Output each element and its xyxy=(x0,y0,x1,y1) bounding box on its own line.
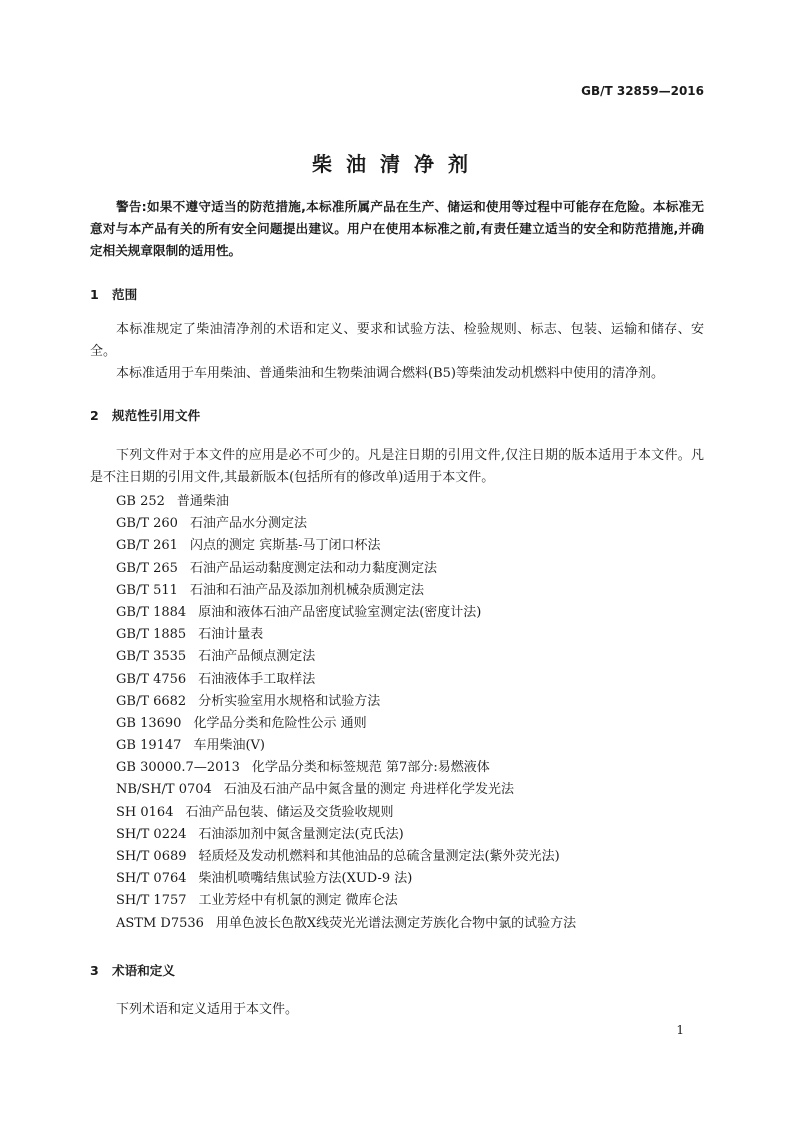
reference-title: 车用柴油(Ⅴ) xyxy=(193,738,265,754)
reference-item xyxy=(116,802,576,824)
reference-code: GB/T 511 xyxy=(116,582,178,598)
reference-code: GB/T 4756 xyxy=(116,671,187,687)
reference-title: 石油产品运动黏度测定法和动力黏度测定法 xyxy=(189,560,437,576)
reference-code: GB/T 261 xyxy=(116,538,178,554)
reference-item xyxy=(116,713,576,735)
reference-code: GB 19147 xyxy=(116,738,182,754)
reference-code: GB/T 6682 xyxy=(116,693,187,709)
section-title: 规范性引用文件 xyxy=(112,408,201,423)
section-title: 范围 xyxy=(112,287,138,302)
reference-code: GB 30000.7—2013 xyxy=(116,760,240,776)
reference-item xyxy=(116,580,576,602)
reference-code: SH/T 1757 xyxy=(116,893,187,909)
reference-item xyxy=(116,846,576,868)
reference-item xyxy=(116,669,576,691)
reference-code: SH/T 0764 xyxy=(116,871,187,887)
reference-code: SH/T 0224 xyxy=(116,826,187,842)
reference-code: GB 252 xyxy=(116,494,165,509)
warning-text: 警告:如果不遵守适当的防范措施,本标准所属产品在生产、储运和使用等过程中可能存在危险。本标准无意对与本产品有关的所有安全问题提出建议。用户在使用本标准之前,有责任建立适当的安全和防范措施,并确定相关规章限制的适用性。 xyxy=(90,199,704,258)
terms-paragraph: 下列术语和定义适用于本文件。 xyxy=(116,1002,299,1017)
reference-title: 原油和液体石油产品密度试验室测定法(密度计法) xyxy=(198,604,482,620)
reference-title: 石油及石油产品中氮含量的测定 舟进样化学发光法 xyxy=(223,782,514,798)
reference-item xyxy=(116,890,576,912)
section-heading-terms xyxy=(90,960,175,979)
reference-title: 工业芳烃中有机氯的测定 微库仑法 xyxy=(198,893,398,909)
reference-title: 石油液体手工取样法 xyxy=(198,671,316,687)
reference-title: 轻质烃及发动机燃料和其他油品的总硫含量测定法(紫外荧光法) xyxy=(198,849,560,864)
document-title: 柴油清净剂 xyxy=(312,152,482,176)
reference-title: 石油产品包装、储运及交货验收规则 xyxy=(185,804,394,820)
reference-title: 石油计量表 xyxy=(198,627,264,643)
reference-title: 普通柴油 xyxy=(176,494,229,509)
reference-title: 石油添加剂中氮含量测定法(克氏法) xyxy=(198,826,404,842)
reference-code: SH 0164 xyxy=(116,804,174,820)
section-number: 3 xyxy=(90,963,99,978)
reference-code: GB/T 265 xyxy=(116,560,178,576)
reference-item xyxy=(116,779,576,801)
scope-paragraph: 本标准适用于车用柴油、普通柴油和生物柴油调合燃料(B5)等柴油发动机燃料中使用的清净剂。 xyxy=(116,366,664,381)
reference-title: 分析实验室用水规格和试验方法 xyxy=(198,693,381,709)
reference-item xyxy=(116,646,576,668)
reference-code: GB/T 1885 xyxy=(116,627,187,643)
reference-item xyxy=(116,624,576,646)
reference-title: 闪点的测定 宾斯基-马丁闭口杯法 xyxy=(189,538,381,554)
reference-item xyxy=(116,535,576,557)
reference-title: 石油产品水分测定法 xyxy=(189,516,307,532)
reference-code: ASTM D7536 xyxy=(116,915,204,931)
reference-item xyxy=(116,735,576,757)
reference-title: 化学品分类和标签规范 第7部分:易燃液体 xyxy=(251,760,490,776)
reference-title: 石油和石油产品及添加剂机械杂质测定法 xyxy=(189,582,424,598)
reference-code: GB 13690 xyxy=(116,715,182,731)
reference-code: GB/T 3535 xyxy=(116,649,187,665)
section-heading-scope xyxy=(90,284,137,303)
references-intro-paragraph: 下列文件对于本文件的应用是必不可少的。凡是注日期的引用文件,仅注日期的版本适用于本文件。凡是不注日期的引用文件,其最新版本(包括所有的修改单)适用于本文件。 xyxy=(90,448,704,485)
reference-item xyxy=(116,824,576,846)
reference-title: 柴油机喷嘴结焦试验方法(XUD-9 法) xyxy=(198,871,413,887)
reference-item xyxy=(116,558,576,580)
reference-item xyxy=(116,491,576,513)
section-number: 1 xyxy=(90,287,99,302)
reference-code: NB/SH/T 0704 xyxy=(116,782,212,798)
reference-code: GB/T 1884 xyxy=(116,604,187,620)
reference-item xyxy=(116,868,576,890)
reference-title: 用单色波长色散X线荧光光谱法测定芳族化合物中氯的试验方法 xyxy=(215,915,577,931)
reference-title: 化学品分类和危险性公示 通则 xyxy=(193,715,367,731)
reference-title: 石油产品倾点测定法 xyxy=(198,649,316,665)
reference-item xyxy=(116,913,576,935)
reference-item xyxy=(116,513,576,535)
reference-list xyxy=(116,491,576,935)
section-number: 2 xyxy=(90,408,99,423)
standard-code: GB/T 32859—2016 xyxy=(581,84,704,98)
reference-item xyxy=(116,691,576,713)
section-title: 术语和定义 xyxy=(112,963,175,978)
reference-item xyxy=(116,757,576,779)
section-heading-normative-references xyxy=(90,405,200,424)
scope-paragraph: 本标准规定了柴油清净剂的术语和定义、要求和试验方法、检验规则、标志、包装、运输和储存、安全。 xyxy=(90,322,704,359)
reference-code: SH/T 0689 xyxy=(116,849,187,864)
page-number: 1 xyxy=(676,1023,684,1037)
reference-item xyxy=(116,602,576,624)
reference-code: GB/T 260 xyxy=(116,516,178,532)
